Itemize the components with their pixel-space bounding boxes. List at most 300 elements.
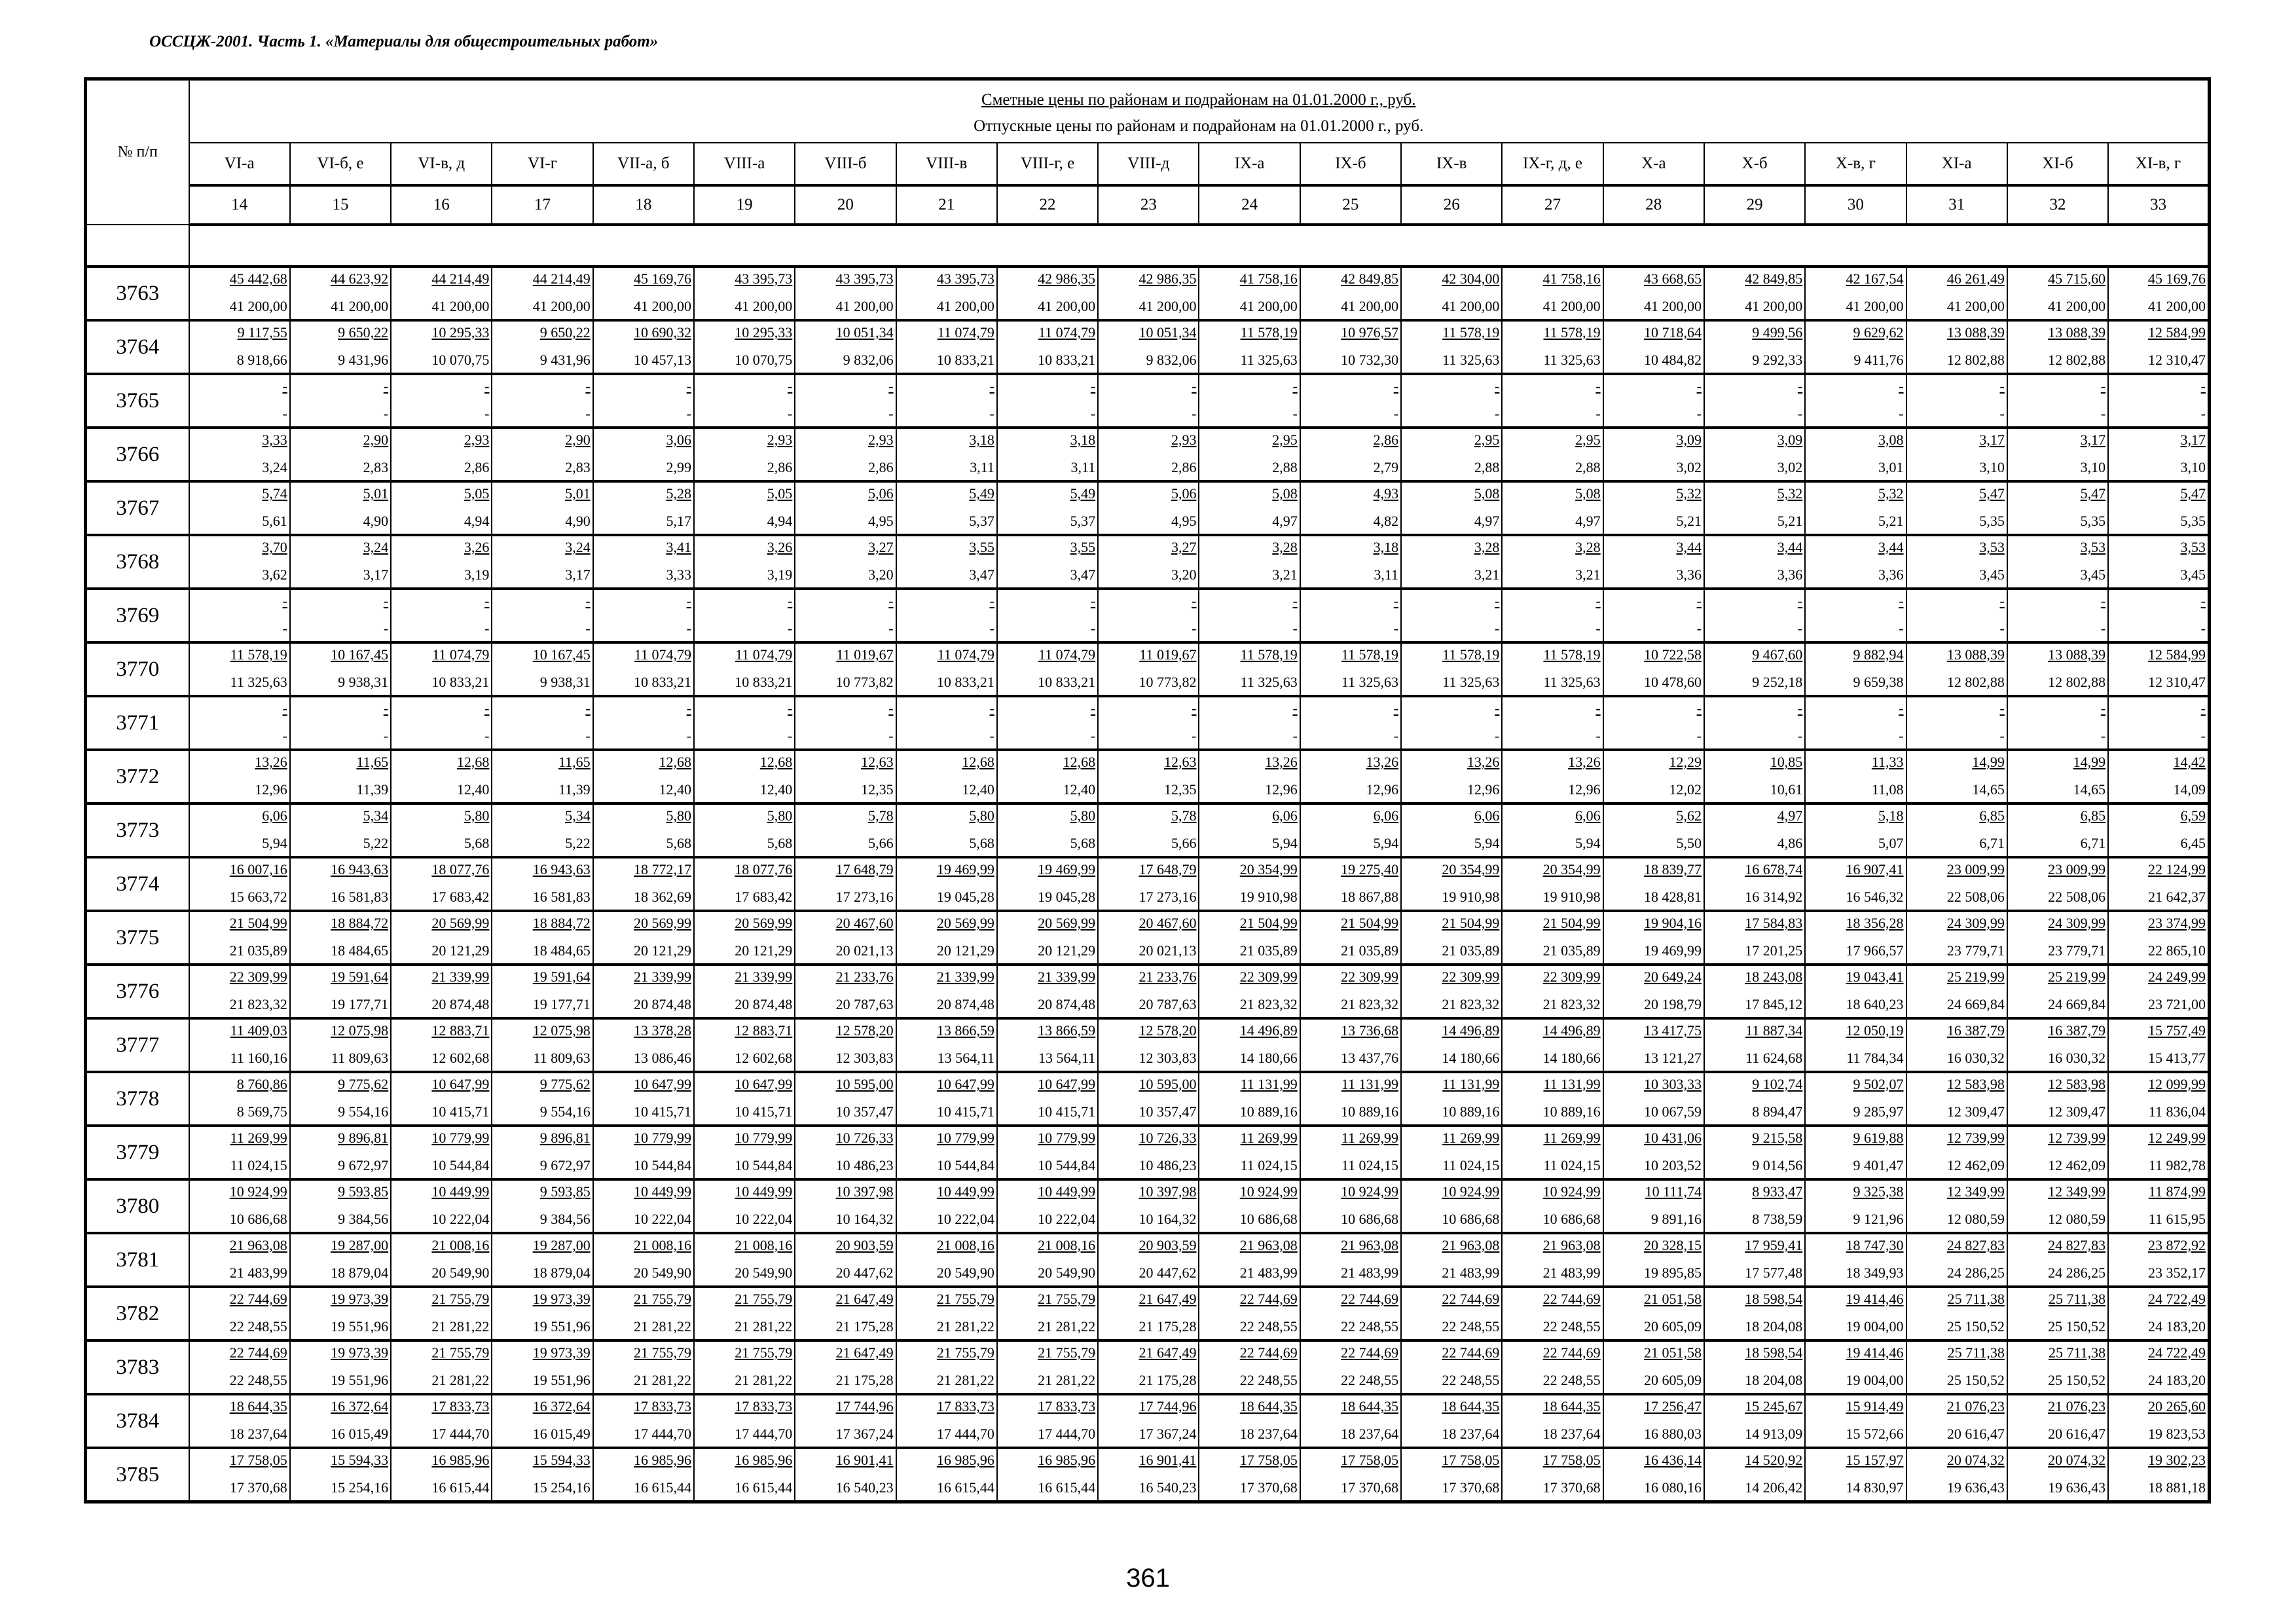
release-price: 10 686,68 bbox=[1239, 1211, 1298, 1227]
estimated-price: 17 758,05 bbox=[229, 1452, 287, 1468]
price-pair bbox=[190, 858, 289, 910]
estimated-price: 9 593,85 bbox=[539, 1183, 591, 1200]
price-pair bbox=[795, 322, 895, 373]
release-price: 10 067,59 bbox=[1643, 1103, 1702, 1120]
release-price: 16 546,32 bbox=[1846, 889, 1904, 905]
price-pair bbox=[1604, 483, 1704, 534]
price-pair bbox=[2008, 322, 2107, 373]
price-pair bbox=[594, 322, 693, 373]
column-number: 17 bbox=[492, 185, 592, 225]
price-pair bbox=[1402, 751, 1501, 802]
price-pair bbox=[1099, 375, 1198, 426]
price-cell bbox=[694, 1126, 795, 1179]
release-price: 41 200,00 bbox=[532, 298, 591, 314]
estimated-price: 10 167,45 bbox=[331, 646, 389, 663]
release-price: - bbox=[484, 405, 490, 422]
release-price: - bbox=[585, 620, 591, 637]
estimated-price: 11 269,99 bbox=[1341, 1130, 1399, 1146]
estimated-price: 10 111,74 bbox=[1645, 1183, 1702, 1200]
release-price: 17 367,24 bbox=[1139, 1426, 1197, 1442]
estimated-price: 16 901,41 bbox=[835, 1452, 894, 1468]
estimated-price: 21 755,79 bbox=[633, 1344, 691, 1361]
release-price: 11 325,63 bbox=[1240, 352, 1298, 368]
price-pair bbox=[392, 1395, 491, 1447]
estimated-price: 21 755,79 bbox=[1038, 1291, 1096, 1307]
price-pair bbox=[1199, 1449, 1299, 1500]
release-price: 20 549,90 bbox=[936, 1264, 994, 1281]
price-cell bbox=[2007, 750, 2108, 803]
position-number: 3765 bbox=[86, 374, 189, 428]
price-cell bbox=[795, 1233, 896, 1287]
price-cell bbox=[492, 589, 592, 642]
estimated-price: 10 924,99 bbox=[1442, 1183, 1500, 1200]
estimated-price: 16 985,96 bbox=[735, 1452, 793, 1468]
estimated-price: 20 074,32 bbox=[2048, 1452, 2106, 1468]
price-cell bbox=[694, 1018, 795, 1072]
estimated-price: 9 593,85 bbox=[338, 1183, 389, 1200]
release-price: 17 845,12 bbox=[1745, 996, 1803, 1012]
estimated-price: 22 744,69 bbox=[1239, 1291, 1298, 1307]
estimated-price: 16 943,63 bbox=[532, 861, 591, 877]
price-cell bbox=[290, 1072, 391, 1126]
estimated-price: - bbox=[888, 700, 894, 716]
district-header: IX-б bbox=[1300, 143, 1401, 185]
price-pair bbox=[492, 805, 592, 856]
estimated-price: 20 328,15 bbox=[1643, 1237, 1702, 1253]
price-cell bbox=[1300, 428, 1401, 481]
table-row bbox=[86, 374, 2210, 428]
release-price: 10 833,21 bbox=[1038, 352, 1096, 368]
price-cell bbox=[694, 750, 795, 803]
estimated-price: 3,17 bbox=[2180, 432, 2206, 448]
estimated-price: 2,95 bbox=[1272, 432, 1298, 448]
estimated-price: 10 431,06 bbox=[1643, 1130, 1702, 1146]
price-cell bbox=[694, 1287, 795, 1340]
price-cell bbox=[694, 857, 795, 911]
price-pair bbox=[1402, 375, 1501, 426]
price-cell bbox=[290, 267, 391, 320]
price-pair bbox=[594, 483, 693, 534]
price-pair bbox=[190, 1449, 289, 1500]
price-pair bbox=[1604, 1342, 1704, 1393]
price-pair bbox=[1604, 1181, 1704, 1232]
column-number-row bbox=[86, 185, 2210, 225]
price-cell bbox=[2007, 589, 2108, 642]
table-row bbox=[86, 1179, 2210, 1233]
estimated-price: 9 629,62 bbox=[1853, 324, 1904, 341]
price-cell bbox=[391, 589, 492, 642]
price-pair bbox=[998, 805, 1097, 856]
price-cell bbox=[997, 750, 1098, 803]
price-cell bbox=[694, 1448, 795, 1502]
estimated-price: 12 099,99 bbox=[2147, 1076, 2206, 1092]
estimated-price: 3,27 bbox=[868, 539, 894, 555]
release-price: 21 483,99 bbox=[1442, 1264, 1500, 1281]
release-price: 11,08 bbox=[1871, 781, 1904, 798]
estimated-price: 21 755,79 bbox=[735, 1344, 793, 1361]
estimated-price: 10 722,58 bbox=[1643, 646, 1702, 663]
release-price: 10 773,82 bbox=[835, 674, 894, 690]
price-pair bbox=[190, 322, 289, 373]
release-price: 12,96 bbox=[1265, 781, 1298, 798]
price-cell bbox=[997, 911, 1098, 965]
estimated-price: - bbox=[1393, 700, 1399, 716]
price-pair bbox=[1705, 1288, 1804, 1339]
district-header: X-б bbox=[1704, 143, 1805, 185]
estimated-price: 3,44 bbox=[1777, 539, 1803, 555]
price-pair bbox=[1301, 1395, 1400, 1447]
price-pair bbox=[1705, 322, 1804, 373]
release-price: - bbox=[1797, 620, 1803, 637]
price-pair bbox=[1099, 429, 1198, 480]
estimated-price: 18 884,72 bbox=[532, 915, 591, 931]
price-cell bbox=[1199, 1233, 1300, 1287]
price-cell bbox=[593, 1448, 694, 1502]
estimated-price: 12 578,20 bbox=[1139, 1022, 1197, 1039]
estimated-price: 3,27 bbox=[1171, 539, 1197, 555]
price-cell bbox=[1805, 267, 1906, 320]
estimated-price: 3,28 bbox=[1272, 539, 1298, 555]
release-price: 16 880,03 bbox=[1643, 1426, 1702, 1442]
release-price: 12 309,47 bbox=[1946, 1103, 2005, 1120]
price-cell bbox=[1199, 374, 1300, 428]
price-cell bbox=[492, 267, 592, 320]
release-price: 3,47 bbox=[969, 566, 994, 583]
price-pair bbox=[1705, 483, 1804, 534]
estimated-price: 18 644,35 bbox=[1542, 1398, 1601, 1414]
estimated-price: - bbox=[1595, 378, 1601, 394]
estimated-price: 11 074,79 bbox=[634, 646, 691, 663]
estimated-price: 20 354,99 bbox=[1542, 861, 1601, 877]
price-cell bbox=[1098, 696, 1199, 750]
price-pair bbox=[190, 805, 289, 856]
price-pair bbox=[1301, 375, 1400, 426]
price-cell bbox=[1502, 1179, 1603, 1233]
price-pair bbox=[2008, 1288, 2107, 1339]
price-cell bbox=[1906, 535, 2007, 589]
price-pair bbox=[998, 1020, 1097, 1071]
estimated-price: 5,47 bbox=[2180, 485, 2206, 502]
release-price: 10 222,04 bbox=[1038, 1211, 1096, 1227]
price-pair bbox=[795, 1395, 895, 1447]
estimated-price: 21 076,23 bbox=[1946, 1398, 2005, 1414]
price-cell bbox=[694, 1072, 795, 1126]
price-pair bbox=[190, 751, 289, 802]
release-price: 24 669,84 bbox=[1946, 996, 2005, 1012]
price-pair bbox=[1199, 644, 1299, 695]
price-cell bbox=[997, 1072, 1098, 1126]
release-price: - bbox=[1192, 620, 1197, 637]
estimated-price: 11 074,79 bbox=[735, 646, 793, 663]
estimated-price: 22 309,99 bbox=[1442, 969, 1500, 985]
price-pair bbox=[291, 644, 390, 695]
district-header: VI-в, д bbox=[391, 143, 492, 185]
table-row bbox=[86, 1340, 2210, 1394]
price-pair bbox=[998, 429, 1097, 480]
estimated-price: 10 976,57 bbox=[1341, 324, 1399, 341]
column-number: 27 bbox=[1502, 185, 1603, 225]
price-cell bbox=[290, 1394, 391, 1448]
release-price: 24 183,20 bbox=[2147, 1372, 2206, 1388]
price-cell bbox=[1704, 535, 1805, 589]
column-number: 31 bbox=[1906, 185, 2007, 225]
estimated-price: 5,05 bbox=[767, 485, 793, 502]
price-pair bbox=[2008, 1449, 2107, 1500]
price-pair bbox=[1806, 536, 1905, 587]
release-price: - bbox=[1595, 620, 1601, 637]
price-cell bbox=[492, 642, 592, 696]
estimated-price: 21 504,99 bbox=[229, 915, 287, 931]
price-pair bbox=[291, 483, 390, 534]
release-price: - bbox=[1696, 728, 1702, 744]
release-price: 16 615,44 bbox=[431, 1479, 490, 1496]
estimated-price: 5,32 bbox=[1676, 485, 1702, 502]
release-price: 22 248,55 bbox=[1239, 1318, 1298, 1335]
price-pair bbox=[190, 644, 289, 695]
estimated-price: 21 647,49 bbox=[1139, 1344, 1197, 1361]
price-pair bbox=[1301, 1073, 1400, 1124]
estimated-price: 20 569,99 bbox=[1038, 915, 1096, 931]
estimated-price: 43 395,73 bbox=[936, 270, 994, 287]
price-pair bbox=[1099, 1395, 1198, 1447]
estimated-price: 10,85 bbox=[1770, 754, 1803, 770]
price-cell bbox=[997, 589, 1098, 642]
price-pair bbox=[1705, 1342, 1804, 1393]
price-cell bbox=[997, 1394, 1098, 1448]
price-pair bbox=[392, 912, 491, 963]
price-pair bbox=[1301, 805, 1400, 856]
price-cell bbox=[1704, 1394, 1805, 1448]
price-cell bbox=[896, 481, 997, 535]
price-pair bbox=[897, 429, 996, 480]
price-pair bbox=[897, 1073, 996, 1124]
release-price: 21 175,28 bbox=[1139, 1372, 1197, 1388]
estimated-price: - bbox=[2100, 593, 2106, 609]
estimated-price: 10 779,99 bbox=[735, 1130, 793, 1146]
estimated-price: 9 896,81 bbox=[338, 1130, 389, 1146]
price-cell bbox=[1199, 320, 1300, 374]
position-number: 3783 bbox=[86, 1340, 189, 1394]
price-cell bbox=[1906, 481, 2007, 535]
release-price: 4,97 bbox=[1575, 513, 1601, 529]
release-price: 12 602,68 bbox=[431, 1050, 490, 1066]
price-pair bbox=[897, 912, 996, 963]
estimated-price: 9 502,07 bbox=[1853, 1076, 1904, 1092]
price-cell bbox=[2108, 1018, 2209, 1072]
estimated-price: 23 009,99 bbox=[2048, 861, 2106, 877]
price-cell bbox=[1502, 857, 1603, 911]
price-pair bbox=[1907, 1020, 2007, 1071]
estimated-price: - bbox=[787, 593, 793, 609]
release-price: 10 415,71 bbox=[431, 1103, 490, 1120]
price-cell bbox=[1502, 1448, 1603, 1502]
price-pair bbox=[1402, 268, 1501, 319]
estimated-price: 21 339,99 bbox=[431, 969, 490, 985]
release-price: - bbox=[1090, 728, 1096, 744]
release-price: 10 686,68 bbox=[1542, 1211, 1601, 1227]
price-pair bbox=[795, 1234, 895, 1285]
estimated-price: 21 647,49 bbox=[835, 1344, 894, 1361]
release-price: 41 200,00 bbox=[1038, 298, 1096, 314]
release-price: 14 180,66 bbox=[1442, 1050, 1500, 1066]
price-pair bbox=[594, 966, 693, 1017]
estimated-price: 5,80 bbox=[767, 807, 793, 824]
price-cell bbox=[593, 1179, 694, 1233]
table-row bbox=[86, 911, 2210, 965]
release-price: 9 554,16 bbox=[539, 1103, 591, 1120]
estimated-price: 3,33 bbox=[262, 432, 287, 448]
price-pair bbox=[1402, 1020, 1501, 1071]
price-pair bbox=[1604, 805, 1704, 856]
title-row bbox=[86, 79, 2210, 143]
estimated-price: 24 722,49 bbox=[2147, 1344, 2206, 1361]
release-price: 18 640,23 bbox=[1846, 996, 1904, 1012]
price-cell bbox=[290, 1179, 391, 1233]
estimated-price: - bbox=[1696, 593, 1702, 609]
release-price: 17 370,68 bbox=[229, 1479, 287, 1496]
estimated-price: 3,55 bbox=[1070, 539, 1096, 555]
price-pair bbox=[1099, 912, 1198, 963]
estimated-price: 21 051,58 bbox=[1643, 1344, 1702, 1361]
position-number: 3774 bbox=[86, 857, 189, 911]
price-pair bbox=[492, 322, 592, 373]
table-row bbox=[86, 320, 2210, 374]
price-pair bbox=[2109, 590, 2208, 641]
position-number: 3768 bbox=[86, 535, 189, 589]
price-pair bbox=[1705, 1449, 1804, 1500]
release-price: 9 285,97 bbox=[1853, 1103, 1904, 1120]
estimated-price: 2,93 bbox=[767, 432, 793, 448]
release-price: 3,33 bbox=[666, 566, 691, 583]
price-pair bbox=[1301, 1342, 1400, 1393]
estimated-price: 20 569,99 bbox=[735, 915, 793, 931]
price-cell bbox=[1906, 1448, 2007, 1502]
price-pair bbox=[291, 322, 390, 373]
price-cell bbox=[1098, 1072, 1199, 1126]
position-number: 3777 bbox=[86, 1018, 189, 1072]
estimated-price: 9 215,58 bbox=[1752, 1130, 1803, 1146]
price-table-wrapper bbox=[84, 77, 2211, 1504]
estimated-price: 11 578,19 bbox=[1543, 324, 1601, 341]
release-price: 19 910,98 bbox=[1542, 889, 1601, 905]
price-pair bbox=[594, 1234, 693, 1285]
price-cell bbox=[1704, 267, 1805, 320]
price-cell bbox=[1704, 750, 1805, 803]
price-cell bbox=[492, 803, 592, 857]
release-price: 21 175,28 bbox=[1139, 1318, 1197, 1335]
estimated-price: - bbox=[1090, 593, 1096, 609]
price-pair bbox=[695, 1288, 794, 1339]
price-pair bbox=[594, 1288, 693, 1339]
estimated-price: 22 309,99 bbox=[1341, 969, 1399, 985]
price-pair bbox=[1099, 1181, 1198, 1232]
estimated-price: 5,32 bbox=[1777, 485, 1803, 502]
price-pair bbox=[1402, 1234, 1501, 1285]
release-price: 14,65 bbox=[2073, 781, 2106, 798]
price-pair bbox=[1806, 644, 1905, 695]
price-cell bbox=[795, 857, 896, 911]
price-cell bbox=[1098, 1448, 1199, 1502]
release-price: 18 881,18 bbox=[2147, 1479, 2206, 1496]
price-cell bbox=[795, 642, 896, 696]
price-pair bbox=[1806, 858, 1905, 910]
price-cell bbox=[189, 1179, 290, 1233]
price-pair bbox=[1301, 429, 1400, 480]
release-price: 4,82 bbox=[1373, 513, 1399, 529]
price-cell bbox=[189, 1018, 290, 1072]
release-price: 8 918,66 bbox=[236, 352, 287, 368]
price-cell bbox=[1098, 911, 1199, 965]
estimated-price: 5,18 bbox=[1878, 807, 1904, 824]
price-cell bbox=[2007, 374, 2108, 428]
price-cell bbox=[1199, 1340, 1300, 1394]
estimated-price: 22 744,69 bbox=[1442, 1291, 1500, 1307]
release-price: - bbox=[1292, 620, 1298, 637]
estimated-price: 43 395,73 bbox=[735, 270, 793, 287]
estimated-price: 17 744,96 bbox=[1139, 1398, 1197, 1414]
estimated-price: 12 075,98 bbox=[532, 1022, 591, 1039]
price-cell bbox=[1502, 1126, 1603, 1179]
price-pair bbox=[392, 1020, 491, 1071]
price-pair bbox=[492, 1449, 592, 1500]
estimated-price: 10 449,99 bbox=[735, 1183, 793, 1200]
release-price: 10 686,68 bbox=[229, 1211, 287, 1227]
release-price: 11 325,63 bbox=[1543, 674, 1601, 690]
price-pair bbox=[1099, 536, 1198, 587]
release-price: 15 663,72 bbox=[229, 889, 287, 905]
price-pair bbox=[1604, 644, 1704, 695]
price-cell bbox=[1098, 642, 1199, 696]
estimated-price: - bbox=[1495, 593, 1500, 609]
price-cell bbox=[1704, 481, 1805, 535]
price-pair bbox=[1199, 1073, 1299, 1124]
release-price: 22 248,55 bbox=[1341, 1372, 1399, 1388]
estimated-price: 10 924,99 bbox=[1542, 1183, 1601, 1200]
estimated-price: 10 167,45 bbox=[532, 646, 591, 663]
release-price: 21 175,28 bbox=[835, 1372, 894, 1388]
price-cell bbox=[492, 911, 592, 965]
estimated-price: 42 986,35 bbox=[1038, 270, 1096, 287]
price-pair bbox=[897, 751, 996, 802]
estimated-price: 18 884,72 bbox=[331, 915, 389, 931]
price-cell bbox=[1603, 535, 1704, 589]
release-price: 41 200,00 bbox=[1643, 298, 1702, 314]
estimated-price: 6,06 bbox=[1373, 807, 1399, 824]
estimated-price: 16 678,74 bbox=[1745, 861, 1803, 877]
estimated-price: 19 469,99 bbox=[1038, 861, 1096, 877]
price-pair bbox=[1604, 697, 1704, 748]
price-pair bbox=[392, 805, 491, 856]
price-pair bbox=[1402, 966, 1501, 1017]
price-cell bbox=[1098, 535, 1199, 589]
release-price: 20 874,48 bbox=[1038, 996, 1096, 1012]
release-price: 17 201,25 bbox=[1745, 942, 1803, 959]
price-cell bbox=[1199, 1179, 1300, 1233]
release-price: 5,22 bbox=[363, 835, 389, 851]
release-price: 10 357,47 bbox=[1139, 1103, 1197, 1120]
estimated-price: 21 233,76 bbox=[1139, 969, 1197, 985]
estimated-price: 44 214,49 bbox=[431, 270, 490, 287]
release-price: 9 252,18 bbox=[1752, 674, 1803, 690]
price-pair bbox=[1301, 751, 1400, 802]
price-cell bbox=[1199, 1394, 1300, 1448]
release-price: 12,96 bbox=[255, 781, 287, 798]
price-pair bbox=[190, 483, 289, 534]
position-number: 3780 bbox=[86, 1179, 189, 1233]
estimated-price: - bbox=[888, 593, 894, 609]
release-price: 25 150,52 bbox=[1946, 1372, 2005, 1388]
price-cell bbox=[2007, 1340, 2108, 1394]
